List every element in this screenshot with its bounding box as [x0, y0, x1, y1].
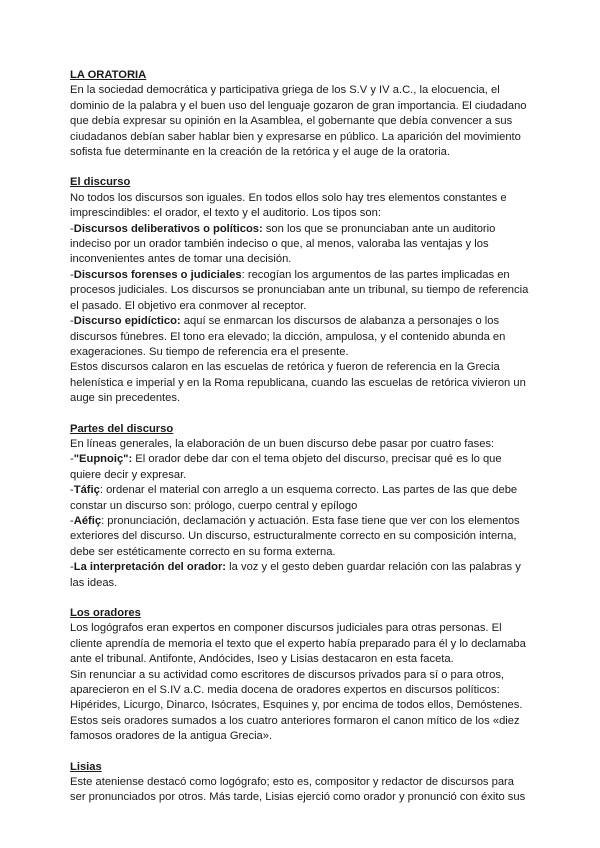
- item-text: : recogían los argumentos de las partes implicadas en procesos judiciales. Los discursos se pronunciaban ante un tribunal, su tiempo de referencia el pasado. El objetivo era conmover al receptor.: [70, 268, 529, 312]
- item-term: "Eupnoiç":: [73, 453, 133, 466]
- item-prefix: -: [70, 315, 74, 328]
- document-page: [70, 68, 530, 821]
- item-prefix: -: [70, 453, 74, 466]
- item-term: Táfiç: [73, 484, 100, 497]
- item-prefix: -: [70, 268, 74, 281]
- paragraph: Los logógrafos eran expertos en componer discursos judiciales para otras personas. El cliente aprendía de memoria el texto que el experto había preparado para él y lo declamaba ante el tribunal. Antifonte, Andócides, Iseo y Lisias destacaron en esta faceta.: [70, 622, 526, 666]
- item-text: : ordenar el material con arreglo a un esquema correcto. Las partes de las que debe constar un discurso son: prólogo, cuerpo central y epílogo: [70, 484, 518, 512]
- item-prefix: -: [70, 222, 74, 235]
- section-la-oratoria: [70, 68, 530, 160]
- list-item: [70, 514, 530, 560]
- section-title: Los oradores: [70, 607, 141, 619]
- paragraph: Este ateniense destacó como logógrafo; esto es, compositor y redactor de discursos para ser pronunciados por otros. Más tarde, Lisias ejerció como orador y pronunció con éxito sus: [70, 776, 526, 804]
- item-term: Discursos deliberativos o políticos:: [73, 222, 263, 235]
- item-text: El orador debe dar con el tema objeto del discurso, precisar qué es lo que quiere decir y expresar.: [70, 453, 502, 481]
- paragraph: Sin renunciar a su actividad como escritores de discursos privados para sí o para otros, aparecieron en el S.IV a.C. media docena de oradores expertos en discursos políticos: Hipérides, Licurgo, Dinarco, Isócrates, Esquines y, por encima de todos ellos, Demóstenes.: [70, 668, 523, 712]
- list-item: [70, 483, 530, 514]
- item-text: son los que se pronunciaban ante un auditorio indeciso por un orador también indeciso o que, al menos, valoraba las ventajas y los inconvenientes antes de tomar una decisión.: [70, 222, 496, 266]
- item-text: : pronunciación, declamación y actuación. Esta fase tiene que ver con los elementos exteriores del discurso. Un discurso, estructuralmente correcto en su composición interna, debe ser estéticamente correcto en su forma externa.: [70, 514, 520, 558]
- item-text: la voz y el gesto deben guardar relación con las palabras y las ideas.: [70, 561, 521, 589]
- section-title: Lisias: [70, 760, 102, 773]
- list-item: [70, 560, 530, 591]
- section-title: LA ORATORIA: [70, 69, 147, 81]
- item-term: La interpretación del orador:: [73, 561, 227, 574]
- section-title: El discurso: [70, 176, 131, 189]
- list-item: [70, 268, 530, 314]
- list-item: [70, 314, 530, 360]
- paragraph: No todos los discursos son iguales. En todos ellos solo hay tres elementos constantes e imprescindibles: el orador, el texto y el auditorio. Los tipos son:: [70, 191, 507, 220]
- section-el-discurso: [70, 175, 530, 406]
- paragraph: Estos discursos calaron en las escuelas de retórica y fueron de referencia en la Grecia helenística e imperial y en la Roma republicana, cuando las escuelas de retórica vivieron un auge sin precedentes.: [70, 361, 526, 405]
- item-prefix: -: [70, 561, 74, 574]
- section-title: Partes del discurso: [70, 422, 174, 435]
- item-term: Aéfiç: [73, 514, 102, 527]
- section-partes-del-discurso: [70, 422, 530, 591]
- section-lisias: [70, 760, 530, 806]
- paragraph: En líneas generales, la elaboración de un buen discurso debe pasar por cuatro fases:: [70, 437, 495, 450]
- item-term: Discurso epidíctico:: [73, 315, 181, 328]
- list-item: [70, 222, 530, 268]
- item-prefix: -: [70, 484, 74, 497]
- item-term: Discursos forenses o judiciales: [73, 268, 242, 281]
- list-item: [70, 452, 530, 483]
- paragraph: Estos seis oradores sumados a los cuatro anteriores formaron el canon mítico de los «diez famosos oradores de la antigua Grecia».: [70, 714, 520, 743]
- paragraph: En la sociedad democrática y participativa griega de los S.V y IV a.C., la elocuencia, el dominio de la palabra y el buen uso del lenguaje gozaron de gran importancia. El ciudadano que debía expresar su opinión en la Asamblea, el gobernante que debía convencer a sus ciudadanos debían saber hablar bien y expresarse en público. La aparición del movimiento sofista fue determinante en la creación de la retórica y el auge de la oratoria.: [70, 84, 527, 159]
- section-los-oradores: [70, 606, 530, 745]
- item-prefix: -: [70, 514, 74, 527]
- item-text: aquí se enmarcan los discursos de alabanza a personajes o los discursos fúnebres. El tono era elevado; la dicción, ampulosa, y el contenido abunda en exageraciones. Su tiempo de referencia era el presente.: [70, 315, 506, 358]
